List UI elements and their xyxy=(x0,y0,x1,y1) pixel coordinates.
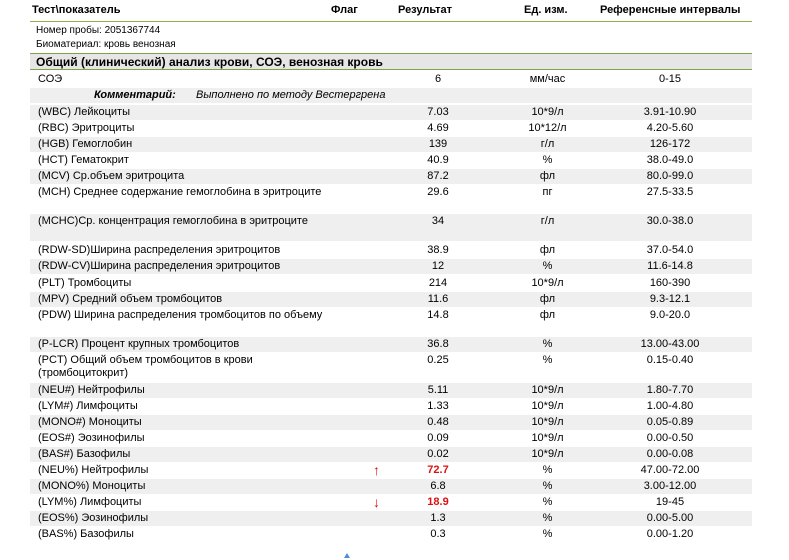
sample-number: Номер пробы: 2051367744 xyxy=(36,25,161,36)
table-row xyxy=(30,399,752,414)
row-unit: г/л xyxy=(540,138,555,150)
row-result: 4.69 xyxy=(427,122,449,134)
row-name: СОЭ xyxy=(38,73,63,85)
row-name: (BAS#) Базофилы xyxy=(38,448,131,460)
header-test: Тест\показатель xyxy=(32,4,121,16)
comment-text: Выполнено по методу Вестергрена xyxy=(196,89,386,101)
row-name: (MCH) Среднее содержание гемоглобина в эритроците xyxy=(38,186,322,198)
row-result: 1.33 xyxy=(427,400,449,412)
row-unit: % xyxy=(542,154,553,166)
row-unit: пг xyxy=(542,186,553,198)
row-result: 214 xyxy=(428,277,448,289)
row-unit: 10*9/л xyxy=(531,448,564,460)
row-result: 40.9 xyxy=(427,154,449,166)
table-row xyxy=(30,415,752,430)
row-result: 0.09 xyxy=(427,432,449,444)
row-name: (MCV) Ср.объем эритроцита xyxy=(38,170,185,182)
row-name: (HCT) Гематокрит xyxy=(38,154,129,166)
row-unit: г/л xyxy=(540,215,555,227)
row-result: 72.7 xyxy=(427,464,449,476)
row-unit: % xyxy=(542,496,553,508)
row-result: 18.9 xyxy=(427,496,449,508)
row-name: (PDW) Ширина распределения тромбоцитов по объему xyxy=(38,309,323,321)
row-unit: 10*9/л xyxy=(531,277,564,289)
row-name: (EOS%) Эозинофилы xyxy=(38,512,149,524)
row-reference: 9.0-20.0 xyxy=(649,309,691,321)
row-result: 34 xyxy=(431,215,445,227)
row-reference: 80.0-99.0 xyxy=(646,170,694,182)
row-reference: 0-15 xyxy=(658,73,682,85)
row-name: (PLT) Тромбоциты xyxy=(38,277,132,289)
row-name: (RBC) Эритроциты xyxy=(38,122,135,134)
row-reference: 0.15-0.40 xyxy=(646,354,694,366)
row-name: (RDW-CV)Ширина распределения эритроцитов xyxy=(38,260,281,272)
row-reference: 1.00-4.80 xyxy=(646,400,694,412)
row-unit: 10*9/л xyxy=(531,106,564,118)
table-row xyxy=(30,353,752,380)
row-name: (MONO%) Моноциты xyxy=(38,480,146,492)
row-result: 12 xyxy=(431,260,445,272)
row-unit: 10*9/л xyxy=(531,416,564,428)
row-name: (PCT) Общий объем тромбоцитов в крови (тромбоцитокрит) xyxy=(38,354,253,379)
section-title: Общий (клинический) анализ крови, СОЭ, венозная кровь xyxy=(30,53,752,70)
comment xyxy=(30,88,752,103)
row-result: 0.48 xyxy=(427,416,449,428)
header-divider xyxy=(30,21,752,22)
row-unit: 10*9/л xyxy=(531,400,564,412)
row-unit: % xyxy=(542,354,553,366)
comment-label: Комментарий: xyxy=(94,89,176,101)
row-reference: 160-390 xyxy=(649,277,691,289)
row-result: 29.6 xyxy=(427,186,449,198)
biomaterial: Биоматериал: кровь венозная xyxy=(36,39,176,50)
row-reference: 0.00-0.08 xyxy=(646,448,694,460)
table-row xyxy=(30,337,752,352)
row-result: 0.3 xyxy=(430,528,446,540)
row-reference: 126-172 xyxy=(649,138,691,150)
header-unit: Ед. изм. xyxy=(524,4,568,16)
row-reference: 27.5-33.5 xyxy=(646,186,694,198)
row-name: (RDW-SD)Ширина распределения эритроцитов xyxy=(38,244,281,256)
table-row xyxy=(30,511,752,526)
row-unit: фл xyxy=(539,293,556,305)
row-reference: 0.00-5.00 xyxy=(646,512,694,524)
row-unit: % xyxy=(542,528,553,540)
row-reference: 38.0-49.0 xyxy=(646,154,694,166)
table-row xyxy=(30,431,752,446)
row-reference: 4.20-5.60 xyxy=(646,122,694,134)
row-reference: 0.05-0.89 xyxy=(646,416,694,428)
table-row xyxy=(30,527,752,542)
row-result: 87.2 xyxy=(427,170,449,182)
row-reference: 3.91-10.90 xyxy=(643,106,697,118)
table-row xyxy=(30,259,752,274)
table-row xyxy=(30,169,752,184)
row-result: 11.6 xyxy=(427,293,449,305)
row-name: (NEU#) Нейтрофилы xyxy=(38,384,145,396)
table-row xyxy=(30,121,752,136)
table-row xyxy=(30,292,752,307)
row-unit: 10*12/л xyxy=(528,122,567,134)
row-reference: 3.00-12.00 xyxy=(643,480,697,492)
row-name: (MPV) Средний объем тромбоцитов xyxy=(38,293,223,305)
row-unit: 10*9/л xyxy=(531,384,564,396)
table-row xyxy=(30,72,752,87)
row-unit: фл xyxy=(539,309,556,321)
table-row xyxy=(30,214,752,241)
row-result: 6.8 xyxy=(430,480,446,492)
row-unit: % xyxy=(542,480,553,492)
row-reference: 0.00-0.50 xyxy=(646,432,694,444)
row-unit: фл xyxy=(539,244,556,256)
table-row xyxy=(30,479,752,494)
row-reference: 9.3-12.1 xyxy=(649,293,691,305)
table-row xyxy=(30,447,752,462)
row-result: 5.11 xyxy=(427,384,449,396)
table-row xyxy=(30,276,752,291)
row-unit: фл xyxy=(539,170,556,182)
header-reference: Референсные интервалы xyxy=(600,4,741,16)
table-row xyxy=(30,153,752,168)
row-unit: 10*9/л xyxy=(531,432,564,444)
row-name: (P-LCR) Процент крупных тромбоцитов xyxy=(38,338,240,350)
row-reference: 0.00-1.20 xyxy=(646,528,694,540)
row-result: 36.8 xyxy=(427,338,449,350)
row-result: 7.03 xyxy=(427,106,449,118)
row-flag: ↑ xyxy=(373,462,380,478)
row-unit: % xyxy=(542,464,553,476)
row-result: 139 xyxy=(428,138,448,150)
row-name: (LYM%) Лимфоциты xyxy=(38,496,142,508)
row-result: 38.9 xyxy=(427,244,449,256)
row-unit: % xyxy=(542,260,553,272)
table-row xyxy=(30,495,752,510)
table-header xyxy=(0,0,789,22)
table-row xyxy=(30,105,752,120)
row-result: 1.3 xyxy=(430,512,446,524)
row-name: (HGB) Гемоглобин xyxy=(38,138,133,150)
table-row xyxy=(30,463,752,478)
row-result: 0.25 xyxy=(427,354,449,366)
header-flag: Флаг xyxy=(331,4,358,16)
row-name: (NEU%) Нейтрофилы xyxy=(38,464,149,476)
row-unit: % xyxy=(542,338,553,350)
row-result: 6 xyxy=(434,73,442,85)
row-reference: 30.0-38.0 xyxy=(646,215,694,227)
row-name: (BAS%) Базофилы xyxy=(38,528,134,540)
row-unit: % xyxy=(542,512,553,524)
row-result: 14.8 xyxy=(427,309,449,321)
row-name: (WBC) Лейкоциты xyxy=(38,106,130,118)
row-reference: 1.80-7.70 xyxy=(646,384,694,396)
row-name: (MONO#) Моноциты xyxy=(38,416,142,428)
row-reference: 19-45 xyxy=(655,496,685,508)
row-reference: 11.6-14.8 xyxy=(647,260,693,272)
table-row xyxy=(30,243,752,258)
header-result: Результат xyxy=(398,4,453,16)
partial-arrow-icon xyxy=(343,552,351,560)
table-row xyxy=(30,185,752,212)
table-row xyxy=(30,137,752,152)
row-name: (EOS#) Эозинофилы xyxy=(38,432,145,444)
row-unit: мм/час xyxy=(529,73,566,85)
row-flag: ↓ xyxy=(373,494,380,510)
row-reference: 37.0-54.0 xyxy=(646,244,694,256)
row-name: (MCHC)Ср. концентрация гемоглобина в эритроците xyxy=(38,215,308,227)
row-reference: 13.00-43.00 xyxy=(640,338,700,350)
row-reference: 47.00-72.00 xyxy=(640,464,700,476)
table-row xyxy=(30,383,752,398)
table-row xyxy=(30,308,752,335)
row-name: (LYM#) Лимфоциты xyxy=(38,400,138,412)
row-result: 0.02 xyxy=(427,448,449,460)
